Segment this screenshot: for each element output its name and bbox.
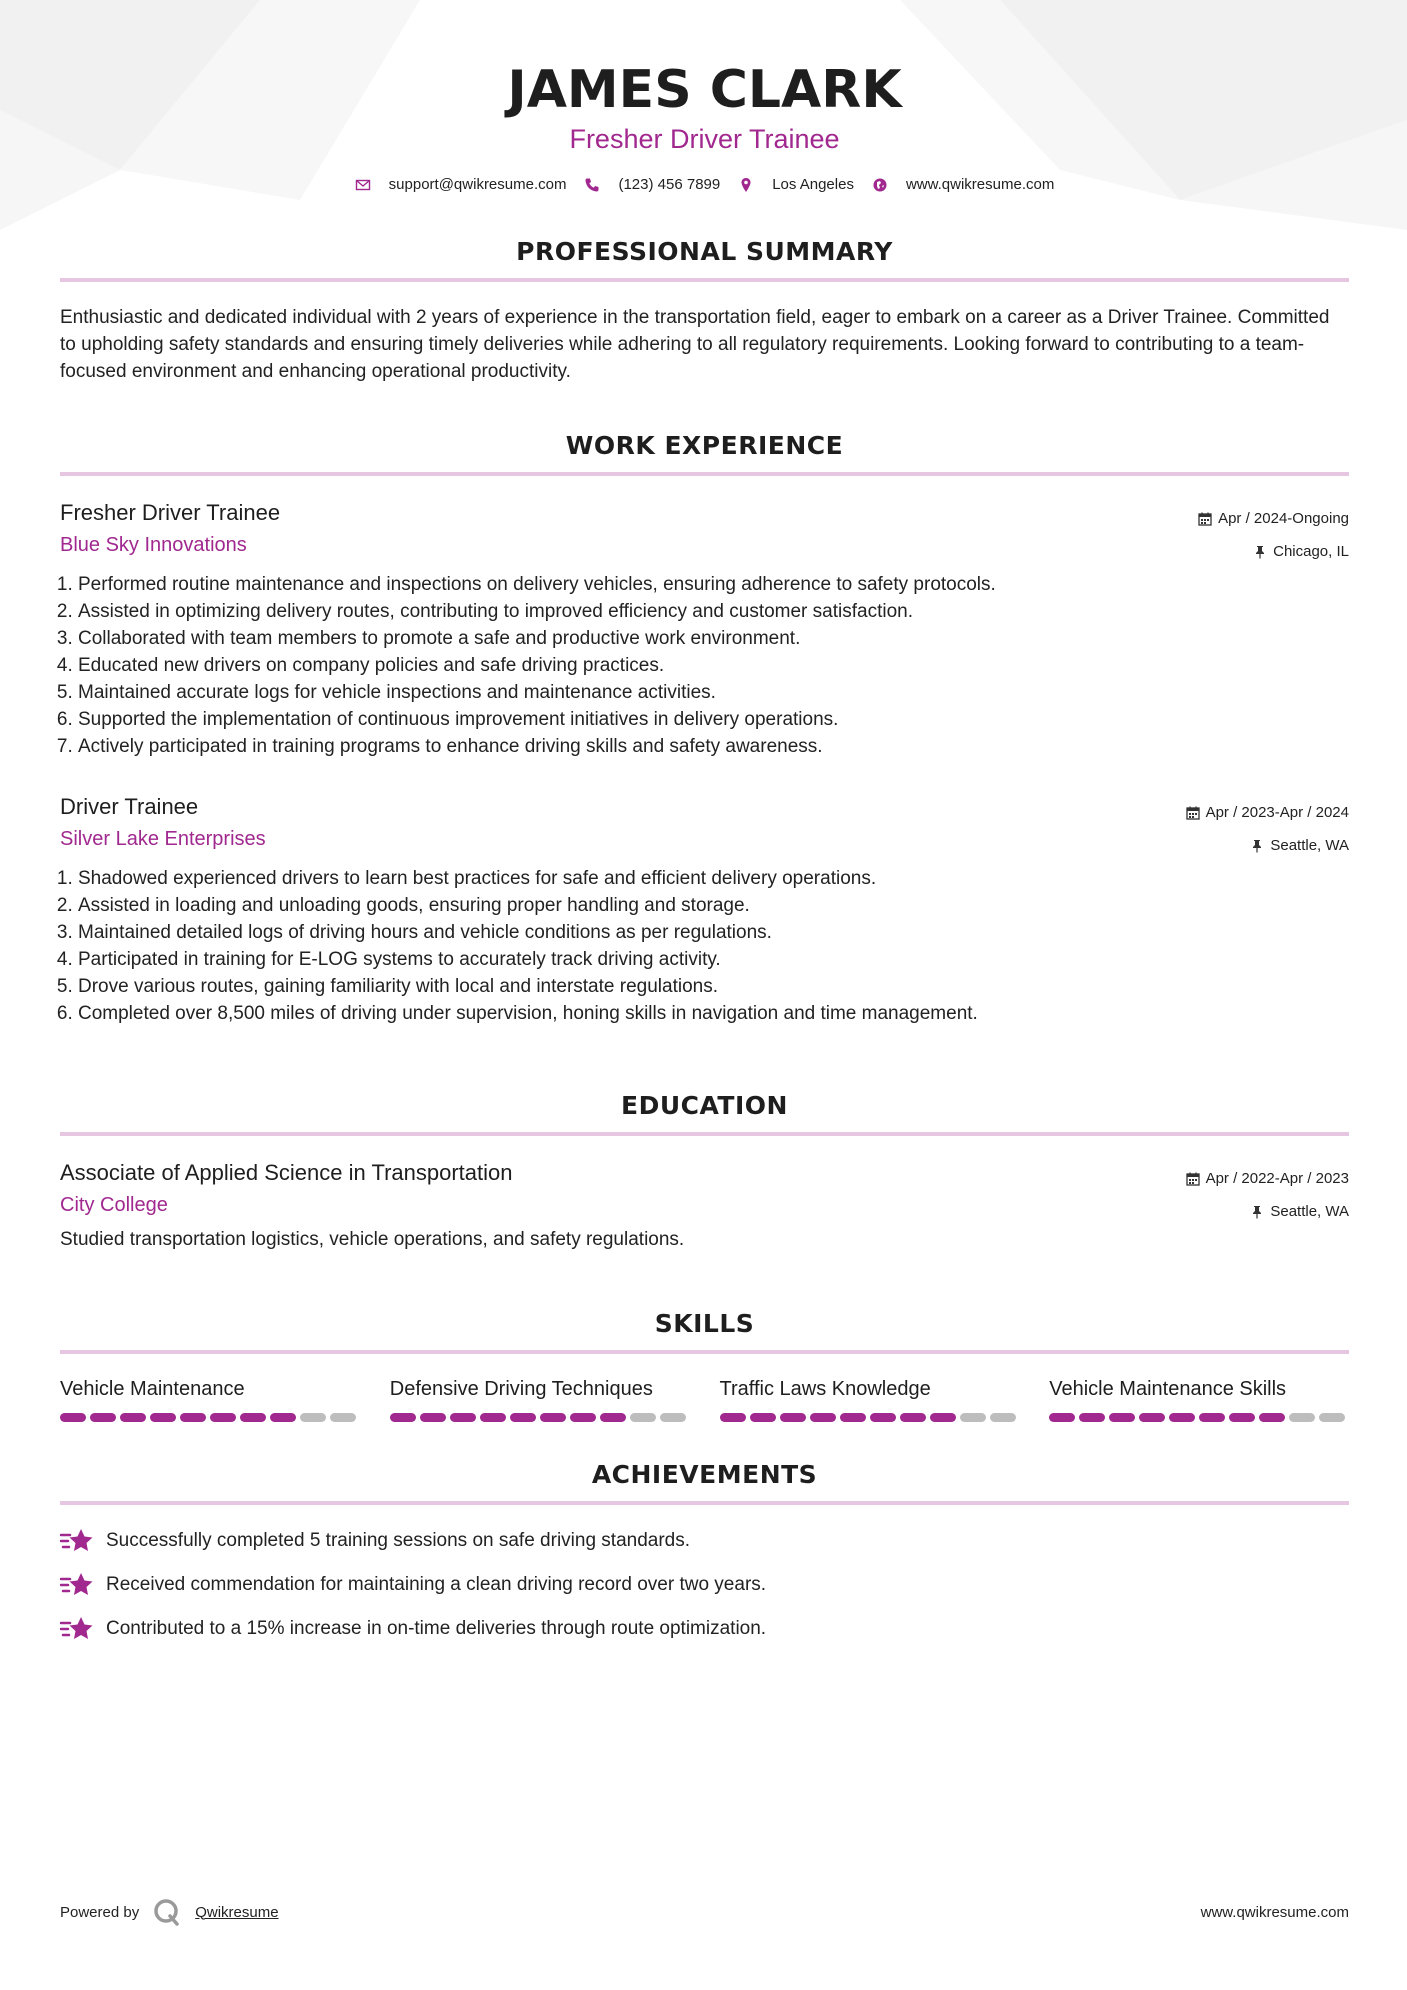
job-bullets: [60, 865, 1349, 1027]
list-item: 3. Collaborated with team members to promote a safe and productive work environment.: [78, 625, 1349, 652]
skill-segment-empty: [660, 1413, 686, 1422]
school-name: City College: [60, 1194, 168, 1216]
skills-section: [60, 1309, 1349, 1422]
achievements-list: [60, 1519, 1349, 1651]
skill-segment-filled: [480, 1413, 506, 1422]
pushpin-icon: [1250, 1205, 1264, 1219]
job-entry: [60, 794, 1349, 1027]
skill-name: Vehicle Maintenance: [60, 1378, 245, 1400]
skill-segment-filled: [1109, 1413, 1135, 1422]
skill-name: Defensive Driving Techniques: [389, 1378, 653, 1400]
job-meta: [1186, 796, 1349, 862]
page-footer: [60, 1898, 1349, 1926]
shooting-star-icon: [60, 1526, 94, 1556]
calendar-icon: [1186, 1172, 1200, 1186]
summary-text: Enthusiastic and dedicated individual with 2 years of experience in the transportation field, eager to embark on a career as a Driver Trainee. Committed to upholding safety standards and ensuring timely deliveries while adhering to all regulatory requirements. Looking forward to contributing to a team-focused environment and enhancing operational productivity.: [60, 307, 1330, 382]
calendar-icon: [1198, 512, 1212, 526]
contact-email[interactable]: [355, 176, 567, 193]
list-item: 2. Assisted in loading and unloading goods, ensuring proper handling and storage.: [78, 892, 1349, 919]
skill-segment-filled: [390, 1413, 416, 1422]
footer-branding: [60, 1898, 279, 1926]
achievements-section: [60, 1460, 1349, 1651]
skill-segment-filled: [840, 1413, 866, 1422]
skill-segment-filled: [240, 1413, 266, 1422]
skill-segment-filled: [1139, 1413, 1165, 1422]
list-item: 7. Actively participated in training programs to enhance driving skills and safety awareness.: [78, 733, 1349, 760]
skill-segment-filled: [750, 1413, 776, 1422]
education-dates-text: Apr / 2022-Apr / 2023: [1205, 1170, 1349, 1187]
powered-by-label: Powered by: [60, 1903, 140, 1921]
skill-segment-filled: [720, 1413, 746, 1422]
skill-segment-filled: [120, 1413, 146, 1422]
section-divider: [60, 1132, 1349, 1136]
job-company: Blue Sky Innovations: [60, 534, 247, 556]
skill-segment-filled: [1229, 1413, 1255, 1422]
skill-level-bar: [720, 1413, 1020, 1422]
skill-name: Vehicle Maintenance Skills: [1049, 1378, 1287, 1400]
list-item: 1. Shadowed experienced drivers to learn best practices for safe and efficient delivery operations.: [78, 865, 1349, 892]
list-item: 6. Completed over 8,500 miles of driving under supervision, honing skills in navigation and time management.: [78, 1000, 1349, 1027]
skill-level-bar: [1049, 1413, 1349, 1422]
contact-website[interactable]: [872, 176, 1054, 193]
shooting-star-icon: [60, 1570, 94, 1600]
achievements-heading: ACHIEVEMENTS: [591, 1460, 818, 1489]
skill-segment-filled: [1259, 1413, 1285, 1422]
job-location-text: Seattle, WA: [1270, 837, 1349, 854]
email-text: support@qwikresume.com: [388, 176, 567, 193]
education-location: [1186, 1195, 1349, 1228]
skill-name: Traffic Laws Knowledge: [719, 1378, 931, 1400]
skill-segment-filled: [1079, 1413, 1105, 1422]
section-divider: [60, 278, 1349, 282]
experience-heading: WORK EXPERIENCE: [565, 431, 844, 460]
skill-segment-filled: [930, 1413, 956, 1422]
skill-level-bar: [60, 1413, 360, 1422]
location-text: Los Angeles: [772, 176, 854, 193]
education-dates: [1186, 1162, 1349, 1195]
list-item: 5. Maintained accurate logs for vehicle inspections and maintenance activities.: [78, 679, 1349, 706]
skill-segment-filled: [450, 1413, 476, 1422]
pushpin-icon: [1250, 839, 1264, 853]
achievement-item: [60, 1607, 1349, 1651]
list-item: 3. Maintained detailed logs of driving hours and vehicle conditions as per regulations.: [78, 919, 1349, 946]
skill-segment-filled: [90, 1413, 116, 1422]
candidate-name: JAMES CLARK: [507, 60, 902, 120]
job-dates: [1186, 796, 1349, 829]
achievement-item: [60, 1563, 1349, 1607]
candidate-title: Fresher Driver Trainee: [569, 124, 840, 154]
education-location-text: Seattle, WA: [1270, 1203, 1349, 1220]
map-pin-icon: [738, 177, 754, 193]
skill-segment-filled: [900, 1413, 926, 1422]
qwikresume-link[interactable]: Qwikresume: [195, 1903, 279, 1921]
contact-location: [738, 176, 854, 193]
skill-segment-empty: [960, 1413, 986, 1422]
degree-title: Associate of Applied Science in Transportation: [60, 1160, 513, 1185]
skill-segment-filled: [1169, 1413, 1195, 1422]
job-title: Driver Trainee: [60, 794, 199, 819]
job-dates: [1198, 502, 1349, 535]
job-meta: [1198, 502, 1349, 568]
skill-segment-empty: [1319, 1413, 1345, 1422]
skill-item: [390, 1378, 690, 1422]
skill-segment-filled: [60, 1413, 86, 1422]
job-title: Fresher Driver Trainee: [60, 500, 281, 525]
job-company: Silver Lake Enterprises: [60, 828, 266, 850]
skill-segment-empty: [1289, 1413, 1315, 1422]
skill-segment-filled: [570, 1413, 596, 1422]
skills-grid: [60, 1378, 1349, 1422]
summary-heading: PROFESSIONAL SUMMARY: [516, 237, 893, 266]
education-heading: EDUCATION: [621, 1091, 788, 1120]
skill-segment-filled: [810, 1413, 836, 1422]
job-dates-text: Apr / 2023-Apr / 2024: [1205, 804, 1349, 821]
skill-segment-filled: [780, 1413, 806, 1422]
skill-segment-empty: [630, 1413, 656, 1422]
skill-segment-filled: [540, 1413, 566, 1422]
resume-header: [60, 0, 1349, 193]
phone-text: (123) 456 7899: [618, 176, 721, 193]
list-item: 2. Assisted in optimizing delivery routes, contributing to improved efficiency and customer satisfaction.: [78, 598, 1349, 625]
skill-segment-filled: [150, 1413, 176, 1422]
skill-level-bar: [390, 1413, 690, 1422]
skill-segment-empty: [990, 1413, 1016, 1422]
list-item: 6. Supported the implementation of continuous improvement initiatives in delivery operations.: [78, 706, 1349, 733]
job-location: [1198, 535, 1349, 568]
skill-segment-filled: [270, 1413, 296, 1422]
education-meta: [1186, 1162, 1349, 1228]
skill-segment-filled: [1049, 1413, 1075, 1422]
section-divider: [60, 1350, 1349, 1354]
section-divider: [60, 1501, 1349, 1505]
skill-segment-filled: [510, 1413, 536, 1422]
calendar-icon: [1186, 806, 1200, 820]
skill-segment-empty: [330, 1413, 356, 1422]
qwikresume-logo-icon: [153, 1898, 181, 1926]
list-item: 4. Educated new drivers on company policies and safe driving practices.: [78, 652, 1349, 679]
skill-segment-filled: [210, 1413, 236, 1422]
job-dates-text: Apr / 2024-Ongoing: [1218, 510, 1349, 527]
summary-section: [60, 237, 1349, 385]
contact-bar: [60, 176, 1349, 193]
skill-item: [1049, 1378, 1349, 1422]
pushpin-icon: [1253, 545, 1267, 559]
experience-section: [60, 431, 1349, 1027]
education-entry: [60, 1160, 1349, 1251]
list-item: 1. Performed routine maintenance and inspections on delivery vehicles, ensuring adherence to safety protocols.: [78, 571, 1349, 598]
list-item: 5. Drove various routes, gaining familiarity with local and interstate regulations.: [78, 973, 1349, 1000]
list-item: 4. Participated in training for E-LOG systems to accurately track driving activity.: [78, 946, 1349, 973]
skill-segment-filled: [420, 1413, 446, 1422]
skill-segment-filled: [600, 1413, 626, 1422]
envelope-icon: [355, 177, 371, 193]
job-location-text: Chicago, IL: [1273, 543, 1349, 560]
skill-segment-filled: [1199, 1413, 1225, 1422]
education-description: Studied transportation logistics, vehicle operations, and safety regulations.: [60, 1229, 685, 1250]
resume-page: [60, 0, 1349, 1651]
skill-segment-empty: [300, 1413, 326, 1422]
shooting-star-icon: [60, 1614, 94, 1644]
education-section: [60, 1091, 1349, 1251]
achievement-item: [60, 1519, 1349, 1563]
job-location: [1186, 829, 1349, 862]
skill-item: [720, 1378, 1020, 1422]
contact-phone[interactable]: [584, 176, 720, 193]
phone-icon: [584, 177, 600, 193]
job-bullets: [60, 571, 1349, 760]
achievement-text: Contributed to a 15% increase in on-time deliveries through route optimization.: [106, 1618, 767, 1639]
skill-segment-filled: [180, 1413, 206, 1422]
skill-segment-filled: [870, 1413, 896, 1422]
website-text: www.qwikresume.com: [905, 176, 1055, 193]
achievement-text: Received commendation for maintaining a clean driving record over two years.: [106, 1574, 767, 1595]
globe-icon: [872, 177, 888, 193]
section-divider: [60, 472, 1349, 476]
achievement-text: Successfully completed 5 training sessions on safe driving standards.: [106, 1530, 691, 1551]
skill-item: [60, 1378, 360, 1422]
skills-heading: SKILLS: [654, 1309, 755, 1338]
job-entry: [60, 500, 1349, 760]
footer-website-link[interactable]: www.qwikresume.com: [1200, 1903, 1349, 1921]
